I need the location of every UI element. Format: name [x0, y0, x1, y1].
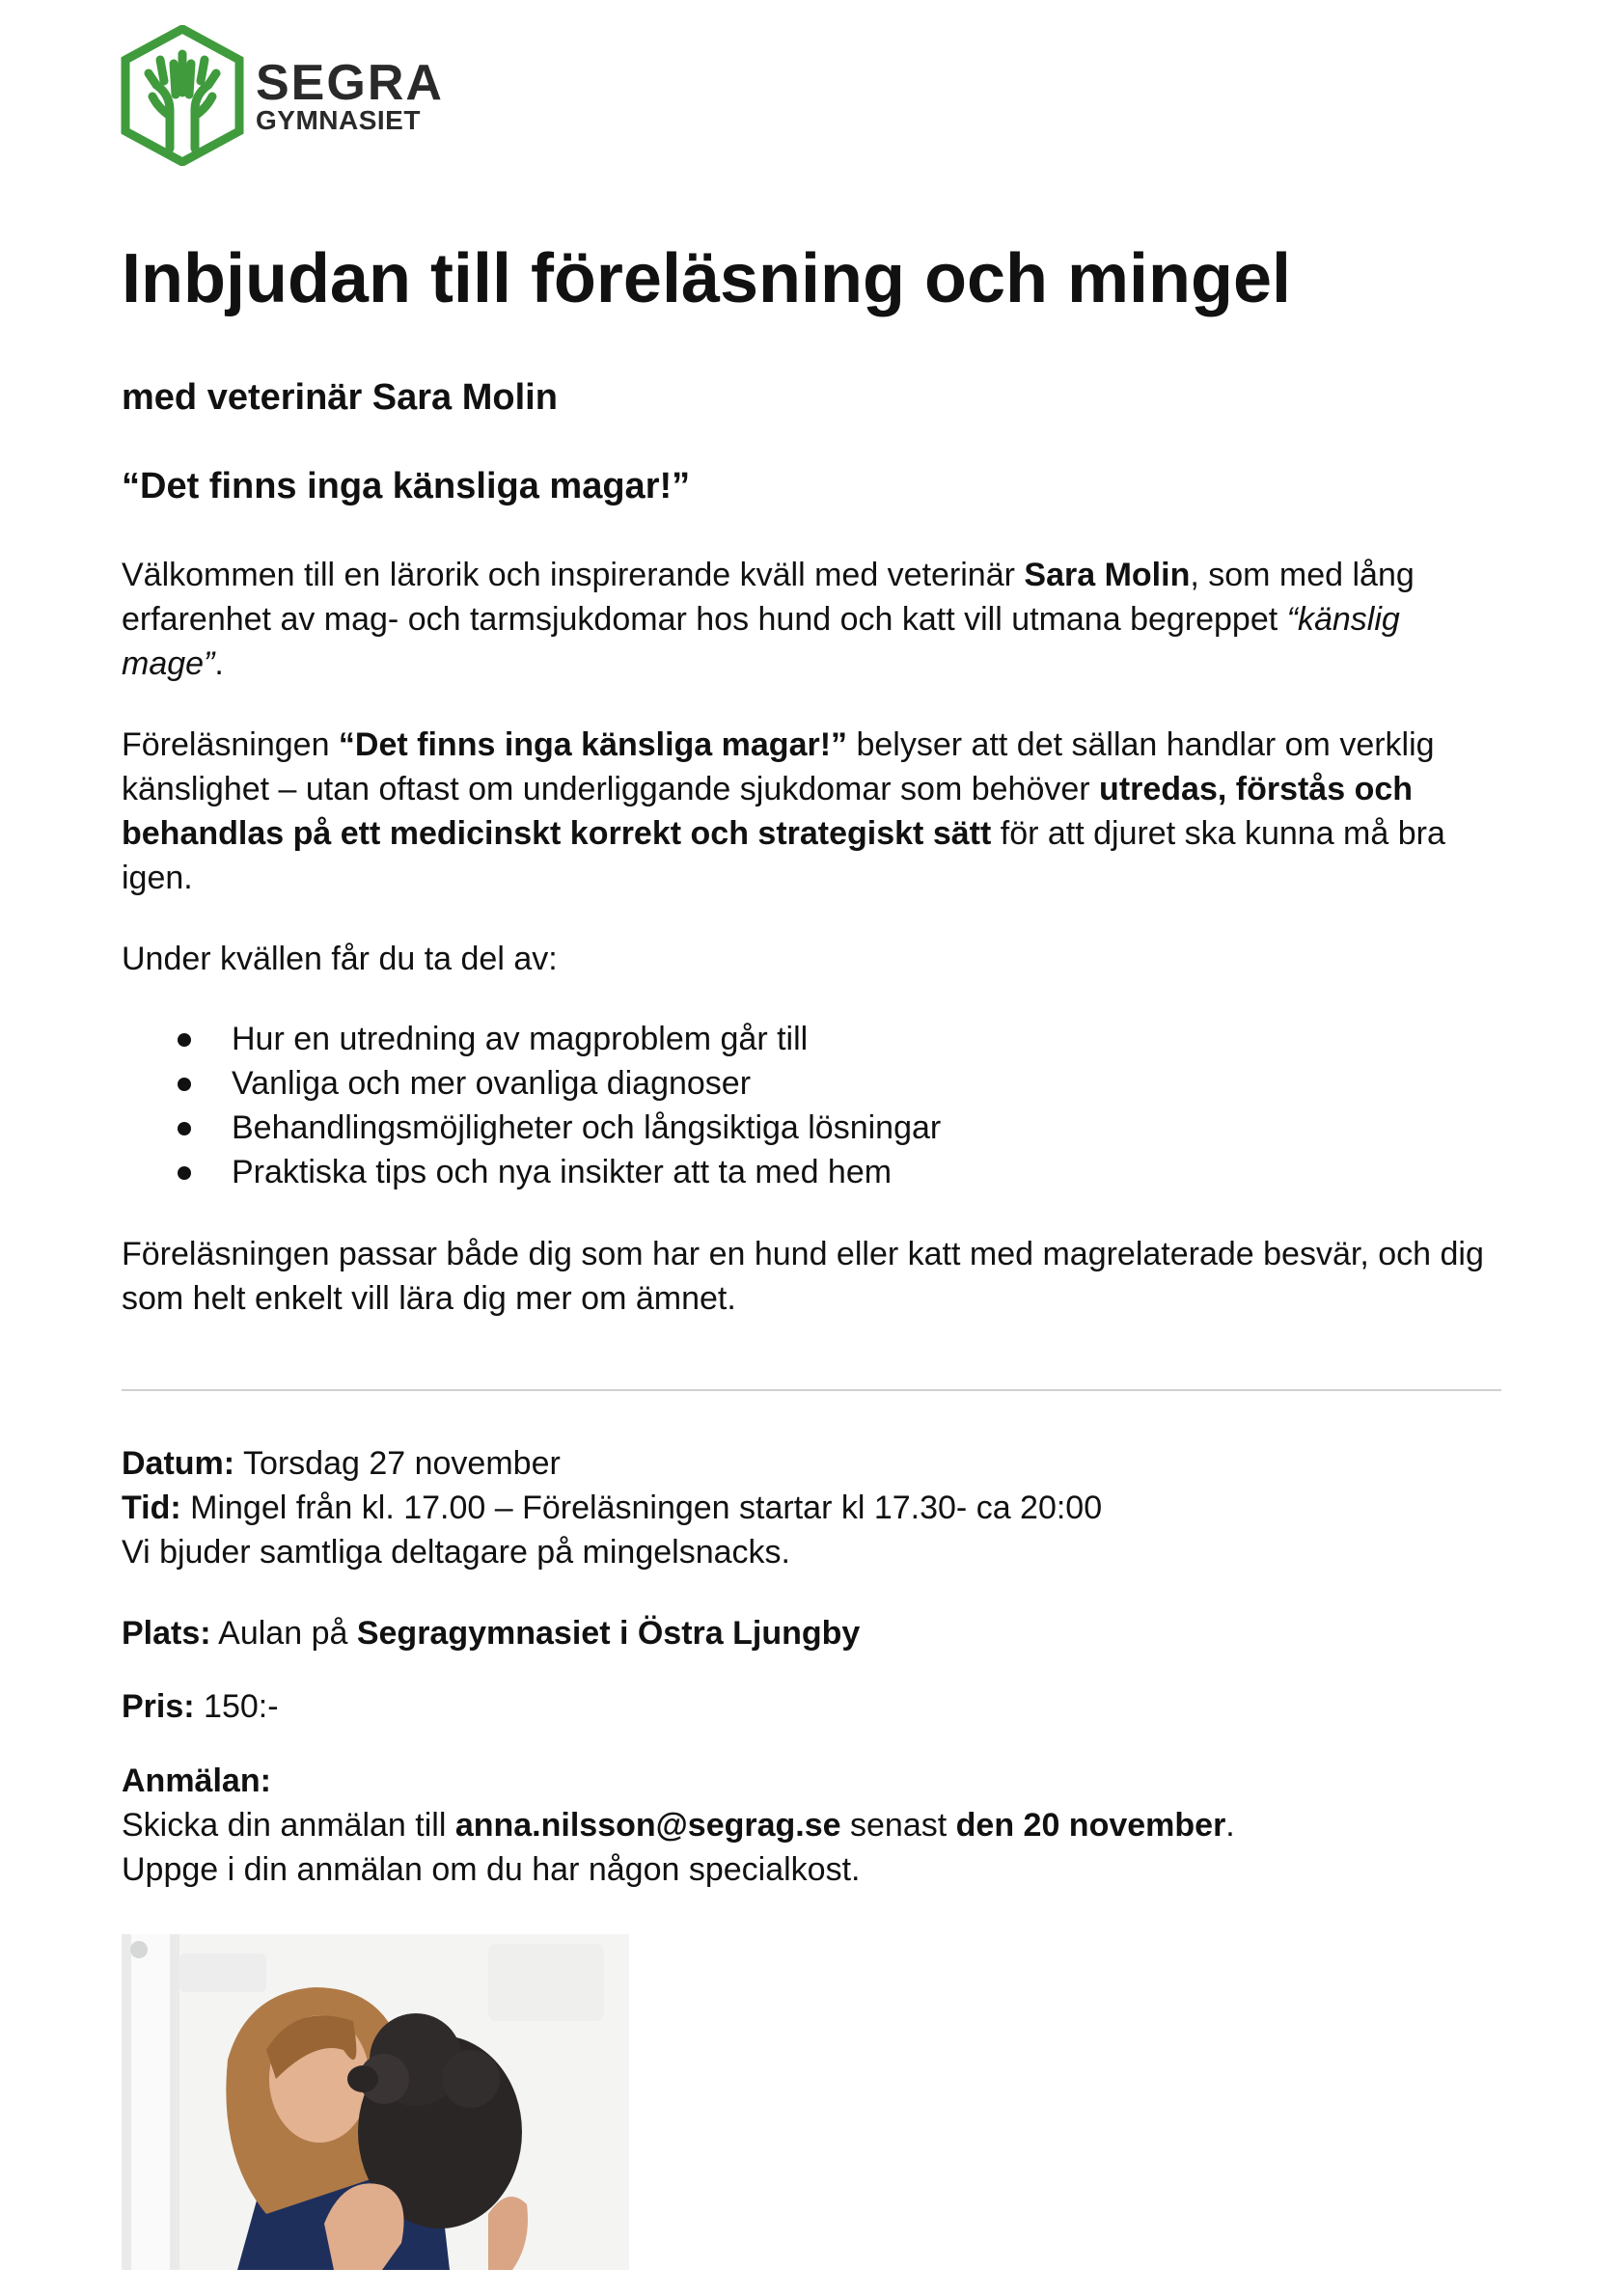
place-label: Plats: — [122, 1615, 211, 1652]
topics-list — [122, 1017, 941, 1194]
intro-text: , som med lång erfarenhet av mag- och tarmsjukdomar hos hund och katt vill utmana begreppet — [122, 557, 1415, 638]
school-logo — [120, 25, 444, 166]
list-item-text: Behandlingsmöjligheter och långsiktiga lösningar — [232, 1109, 942, 1146]
lecture-text: för att djuret ska kunna må bra igen. — [122, 815, 1445, 896]
lecture-quote: “Det finns inga känsliga magar!” — [122, 466, 691, 506]
price-value: 150:- — [194, 1688, 279, 1725]
logo-text-gymnasiet: GYMNASIET — [256, 105, 421, 135]
lecture-emphasis: utredas, förstås och behandlas på ett medicinskt korrekt och strategiskt sätt — [122, 771, 1414, 852]
place-value: Segragymnasiet i Östra Ljungby — [356, 1615, 861, 1652]
divider — [122, 1389, 1501, 1391]
photo-illustration — [122, 1934, 629, 2270]
signup-section — [122, 1759, 1235, 1892]
veterinarian-with-poodle-photo — [122, 1934, 629, 2270]
list-item — [122, 1150, 941, 1194]
signup-text: Skicka din anmälan till — [122, 1807, 455, 1844]
subtitle: med veterinär Sara Molin — [122, 377, 558, 418]
diet-note: Uppge i din anmälan om du har någon specialkost. — [122, 1851, 861, 1888]
list-intro: Under kvällen får du ta del av: — [122, 941, 558, 977]
signup-line — [122, 1803, 1235, 1847]
list-item — [122, 1017, 941, 1061]
list-item-text: Hur en utredning av magproblem går till — [232, 1021, 809, 1057]
signup-deadline: den 20 november — [955, 1807, 1226, 1844]
place-line — [122, 1611, 860, 1655]
time-label: Tid: — [122, 1490, 181, 1526]
event-datetime — [122, 1441, 1102, 1574]
logo-text-segra: SEGRA — [256, 55, 444, 111]
signup-label: Anmälan: — [122, 1763, 271, 1799]
intro-term: “känslig mage” — [122, 601, 1400, 682]
lecture-title: “Det finns inga känsliga magar!” — [338, 726, 848, 763]
bullet-icon — [178, 1122, 191, 1135]
bullet-icon — [178, 1033, 191, 1047]
intro-text: . — [214, 645, 224, 682]
time-value: Mingel från kl. 17.00 – Föreläsningen startar kl 17.30- ca 20:00 — [180, 1490, 1103, 1526]
signup-email[interactable]: anna.nilsson@segrag.se — [454, 1807, 841, 1844]
audience-paragraph: Föreläsningen passar både dig som har en hund eller katt med magrelaterade besvär, och dig som helt enkelt vill lära dig mer om ämnet. — [122, 1236, 1484, 1317]
lecture-paragraph — [122, 723, 1501, 900]
lecture-text: belyser att det sällan handlar om verklig känslighet – utan oftast om underliggande sjukdomar som behöver — [122, 726, 1435, 807]
price-line — [122, 1684, 279, 1729]
date-value: Torsdag 27 november — [234, 1445, 561, 1482]
lecture-text: Föreläsningen — [122, 726, 339, 763]
page-title: Inbjudan till föreläsning och mingel — [122, 240, 1292, 317]
tree-hexagon-icon — [120, 25, 245, 166]
price-label: Pris: — [122, 1688, 195, 1725]
snacks-note: Vi bjuder samtliga deltagare på mingelsnacks. — [122, 1534, 790, 1571]
bullet-icon — [178, 1166, 191, 1180]
bullet-icon — [178, 1078, 191, 1091]
place-text: Aulan på — [210, 1615, 357, 1652]
signup-text: . — [1225, 1807, 1235, 1844]
speaker-name: Sara Molin — [1024, 557, 1191, 593]
date-line — [122, 1441, 1102, 1486]
intro-paragraph — [122, 553, 1501, 686]
list-item — [122, 1106, 941, 1150]
list-item — [122, 1061, 941, 1106]
intro-text: Välkommen till en lärorik och inspirerande kväll med veterinär — [122, 557, 1025, 593]
time-line — [122, 1486, 1102, 1530]
list-item-text: Praktiska tips och nya insikter att ta med hem — [232, 1154, 893, 1190]
list-item-text: Vanliga och mer ovanliga diagnoser — [232, 1065, 752, 1102]
date-label: Datum: — [122, 1445, 235, 1482]
signup-text: senast — [840, 1807, 956, 1844]
